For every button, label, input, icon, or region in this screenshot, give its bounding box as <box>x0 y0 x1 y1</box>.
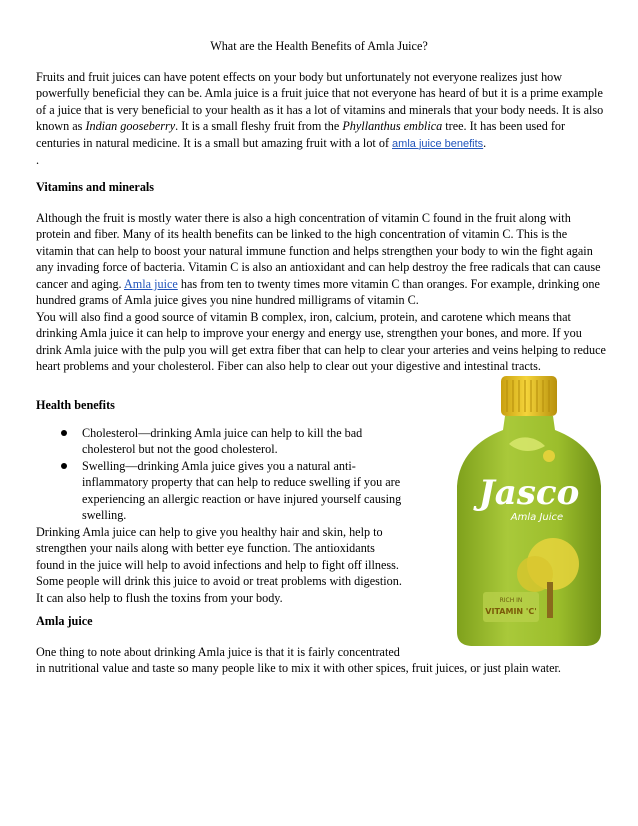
health-line: Some people will drink this juice to avoid or treat problems with digestion. <box>36 574 402 589</box>
page-title: What are the Health Benefits of Amla Juice? <box>210 39 428 53</box>
intro-paragraph <box>36 69 606 168</box>
intro-italic-gooseberry: Indian gooseberry <box>85 119 176 134</box>
list-item <box>36 458 416 524</box>
intro-italic-species: Phyllanthus emblica <box>342 119 443 134</box>
amla-line: One thing to note about drinking Amla juice is that it is fairly concentrated <box>36 645 400 659</box>
vitamins-p1-text-a: Although the fruit is mostly water there is also a high concentration of vitamin C found in the fruit along with protein and fiber. Many of its health benefits can be linked to the high concentration of vitamin C. This is the vitamin that can help to boost your natural immune function and helps strengthen your body to win the fight again any invading force of bacteria. Vitamin C is also an antioxidant and can help destroy the free radicals that can cause cancer and aging. <box>36 211 601 291</box>
health-benefits-list <box>36 425 416 523</box>
vitamins-heading: Vitamins and minerals <box>36 180 155 194</box>
bullet-icon <box>61 430 67 436</box>
bullet-text-cholesterol: Cholesterol—drinking Amla juice can help to kill the bad cholesterol but not the good cholesterol. <box>82 426 363 457</box>
health-line: found in the juice will help to avoid infections and help to fight off illness. <box>36 557 399 572</box>
bullet-text-swelling: Swelling—drinking Amla juice gives you a natural anti-inflammatory property that can help to reduce swelling if you are experiencing an allergic reaction or have injured yourself causing swelling. <box>82 458 402 523</box>
amla-juice-heading: Amla juice <box>36 614 93 628</box>
intro-text-6: . <box>483 135 487 150</box>
badge-top-text: RICH IN <box>499 597 523 604</box>
amla-juice-bottle-image <box>449 374 609 650</box>
health-benefits-heading: Health benefits <box>36 398 115 412</box>
amla-line: in nutritional value and taste so many people like to mix it with other spices, fruit juices, or just plain water. <box>36 661 561 676</box>
health-line: Drinking Amla juice can help to give you healthy hair and skin, help to <box>36 525 383 539</box>
intro-text-5: tree. It has been used for centuries in natural medicine. It is a small but amazing fruit with a lot of <box>36 119 566 150</box>
health-line: It can also help to flush the toxins from your body. <box>36 590 283 605</box>
health-paragraph <box>36 524 456 606</box>
intro-text-1: Fruits and fruit juices can have potent effects on your body but unfortunately not everyone realizes just how powerfully beneficial they can be. Amla juice is a fruit juice that not everyone has heard of but it is a prime example of a juice that is very beneficial to your health as it has a lot of vitamins and minerals that your body needs. It is also known as <box>36 70 604 134</box>
bullet-icon <box>61 463 67 469</box>
vitamins-paragraph-1 <box>36 210 606 308</box>
amla-juice-link[interactable]: Amla juice <box>123 276 178 291</box>
health-line: strengthen your nails along with better eye function. The antioxidants <box>36 541 375 556</box>
intro-text-3: . It is a small fleshy fruit from the <box>175 119 343 134</box>
vitamins-p1-text-b: has from ten to twenty times more vitamin C than oranges. For example, drinking one hundred grams of Amla juice gives you nine hundred milligrams of vitamin C. <box>36 276 600 308</box>
list-item <box>36 425 416 458</box>
bottle-product-text: Amla Juice <box>510 512 564 523</box>
badge-main-text: VITAMIN 'C' <box>485 607 537 616</box>
bottle-brand-text: Jasco <box>478 473 580 513</box>
intro-dot-line: . <box>36 153 40 168</box>
amla-benefits-link[interactable]: amla juice benefits <box>392 137 484 150</box>
vitamins-paragraph-2: You will also find a good source of vitamin B complex, iron, calcium, protein, and carotene which means that drinking Amla juice it can help to improve your energy and energy use, strengthen your bones, and more. If you drink Amla juice with the pulp you will get extra fiber that can help to clear your arteries and veins helping to reduce heart problems and your cholesterol. Fiber can also help to clear out your digestive and intestinal tracts. <box>36 310 606 374</box>
